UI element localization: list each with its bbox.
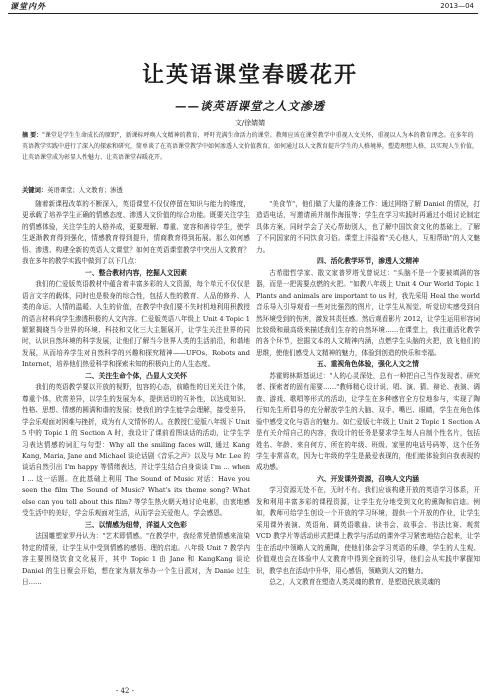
section-heading-3: 三、以情感为纽带，洋溢人文色彩: [85, 520, 187, 529]
section-heading-1: 一、整合教材内容，挖掘人文因素: [85, 268, 187, 277]
abstract-text: "课堂是学生生命成长的原野"，新课标呼唤人文精神的教育，呼吁充满生命活力的课堂。教师应该在课堂教学中重视人文关怀，重视以人为本的教育理念。在多年的英语教学实践中进行了深入的探索和研究，简单谈了在英语课堂教学中如何渗透人文价值教育，如何通过以人文教育提升学生的人格境界，塑造理想人格，以实现人生价值，让英语课堂成为彰显人性魅力、让英语课堂春暖花开。: [22, 132, 479, 161]
section-paragraph-3: 法国雕塑家罗丹认为："艺术即情感。"在教学中，我经常凭借情感来渲染特定的情景，让学生从中受到情感的感悟、理的启迪。八年级 Unit 7 教学内容主要围绕饮食文化展开，其中 Topic 1 由 Jane 和 KangKang 谈论 Daniel 的生日聚会开始，想在家为朋友举办一个生日派对，为 Danie 过生日……: [22, 532, 250, 586]
left-column: [22, 199, 250, 588]
header-rule: [8, 13, 478, 14]
keywords: [22, 186, 478, 196]
section-paragraph-2: 我们的英语教学要以开放的视野，包容的心态，前瞻性的目光关注个体，尊重个体，欣赏差异，以学生的发展为本，提供适切的互补性，以达成知识、性格、思想、情感的圆满和谐的发展；使我们的学生能学会理解，接受差异，学会乐观面对困难与挫折，成为有人文情怀的人。在教授仁爱版八年级下 Unit 5 中的 Topic 1 的 Section A 时，我设计了课前看图谈话的活动，让学生学习表达情感的词汇与句型：Why all the smiling faces will, 通过 Kang Kang, Maria, Jane and Michael 谈论话剧《音乐之声》以及与 Mr. Lee 的谈话自然引出 I'm happy 等情绪表达，并让学生结合自身谈谈 I'm ... when I ... 这一话题。在此基础上利用 The Sound of Music 对话：Have you seen the film The Sound of Music? What's its theme song? What else can you tell about this film? 等学生热火朝天地讨论电影，由衷地感受生活中的美好，学会乐观面对生活，从而学会关爱他人，学会感恩。: [22, 383, 250, 518]
keywords-label: 关键词：: [22, 187, 48, 194]
running-header: [0, 0, 500, 14]
article-title: 让英语课堂春暖花开: [141, 63, 358, 88]
section-paragraph-6: 学习资源无处不在，无时不有。我们应该构建开放的英语学习体系，开发和利用丰富多彩的课程资源，让学生充分地受到文化的熏陶和启迪。例如，教师可给学生创设一个开放的学习环境，提供一个开放的作业，让学生采用课外表演、英语角、调英语歌曲、读书会、故事会、书法比赛、观赏 VCD 教学片等活动形式把课上教学与活动的课外学习紧密地结合起来，让学生在活动中领略人文的熏陶，使他们体会学习英语的乐趣，学生的人生观、价值观也会在体验中人文教育中得到全面的引导，他们会从实践中掌握知识，教学也在活动中升华，用心感悟，领略到人文的魅力。: [256, 486, 480, 575]
article-subtitle: ——谈英语课堂之人文渗透: [175, 99, 325, 113]
closing-paragraph: 总之，人文教育在塑造人类灵魂的教育，是塑造民族灵魂的: [269, 577, 441, 586]
abstract-label: 摘 要：: [22, 132, 43, 139]
continued-paragraph: "美食节"，他们做了大量的准备工作：通过网络了解 Daniel 的情况，打造语电话，写邀请函并制作海报等；学生在学习实践时再通过小组讨论制定具体方案，同时学会了关心帮助别人，也了解中国饮食文化的基础上，了解了不同国家的不同饮食习俗。课堂上洋溢着"关心他人，互相帮助"的人文魅力。: [256, 200, 480, 254]
author-line: 文/徐婧婧: [234, 119, 266, 127]
intro-paragraph: 随着新课程改革的不断深入，英语课堂不仅仅停留在知识与能力的维度，更承载了培养学生正确的情感态度、渗透人文价值的综合功能。既要关注学生的情感体验，关注学生的人格养成，更要理解、尊重、宽容和善待学生，使学生逐渐教育得到强化，情感教育得到提升，情商教育得到拓展。那么如何感悟、渗透、构建全新的英语人文课堂？如何在英语课堂教学中突出人文教育？我在多年的教学实践中做到了以下几点：: [22, 200, 250, 266]
section-heading-4: 四、活化教学环节，渗透人文精神: [317, 257, 419, 266]
section-paragraph-4: 古希腊哲学家、散文家普罗塔戈曾说过："头脑不是一个要被填满的容器，而是一把需要点燃的火把。"如教八年级上 Unit 4 Our World Topic 1 Plants and animals are important to us 时，我先采用 Heal the world 音乐导入引导观看一些对比强烈的图片，让学生从视觉、听觉切实感受到自然环境受到的伤害，激发其责任感。然后观看影片 2012，让学生运用形容词比较级和最高级来描述我们生存的自然环境……在课堂上，我注重活化教学的各个环节，挖掘文本的人文精神内涵，点燃学生头脑的火把，放飞他们的思维，使他们感受人文精神的魅力，体验到创造的快乐和幸福。: [256, 268, 480, 357]
section-heading-5: 五、重视角色体验，强化人文之情: [317, 360, 419, 369]
journal-name: 课堂内外: [10, 1, 46, 11]
issue-date: 2013—04: [440, 2, 474, 10]
right-column: [256, 199, 480, 588]
section-paragraph-1: 我们的仁爱版英语教材中蕴含着丰富多彩的人文资源，每个单元不仅仅是语言文字的载体，同时也是极身的综合性，包括人性的教育、人品的修养、人类的命运、人情的温暖、人生的价值，在教学中我们要不失时机地利用积教授的语言材料向学生渗透积极的人文内容。仁爱版英语八年级上 Unit 4 Topic 1 繁繁揭晓当今世界的环境、科技和文化三大主题展开，让学生关注世界的同时，认识自然环境的科学发展，让他们了解当今世界人类的生活前沿，和谐地发展，从而培养学生对自然科学的兴趣和探究精神——UFOs、Robots and Internet，培养他们热爱科学和探索未知的积极向上的人生态度。: [22, 280, 250, 369]
abstract: [22, 131, 478, 163]
section-heading-2: 二、关注生命个体，凸显人文关怀: [85, 371, 187, 380]
section-paragraph-5: 苏霍姆林斯基说过："人的心灵深处，总有一种把自己当作发现者、研究者、探索者的固有需要……"教师精心设计说、唱、演、猜、辩论、表演、调查、游戏、歌唱等形式的活动，让学生在多种感官全方位地参与，实现了陶行知先生所倡导的充分解放学生的大脑、双手、嘴巴、眼睛，学生在角色体验中感受文化与语言的魅力。如仁爱版七年级上 Unit 2 Topic 1 Section A 是有关介绍自己的内容，我设计的任务是要求学生每人自制个性名片，包括姓名、年龄、来自何方、所在的年级、班级、家里的电话号码等，这个任务学生非常喜欢，因为七年级的学生是最爱表现的，他们能体验到自我表现的成功感。: [256, 371, 480, 472]
section-heading-6: 六、开发课外资源，召唤人文内涵: [317, 474, 419, 483]
keywords-text: 英语课堂；人文教育；渗透: [47, 187, 123, 194]
page-number: - 42 -: [115, 687, 135, 695]
